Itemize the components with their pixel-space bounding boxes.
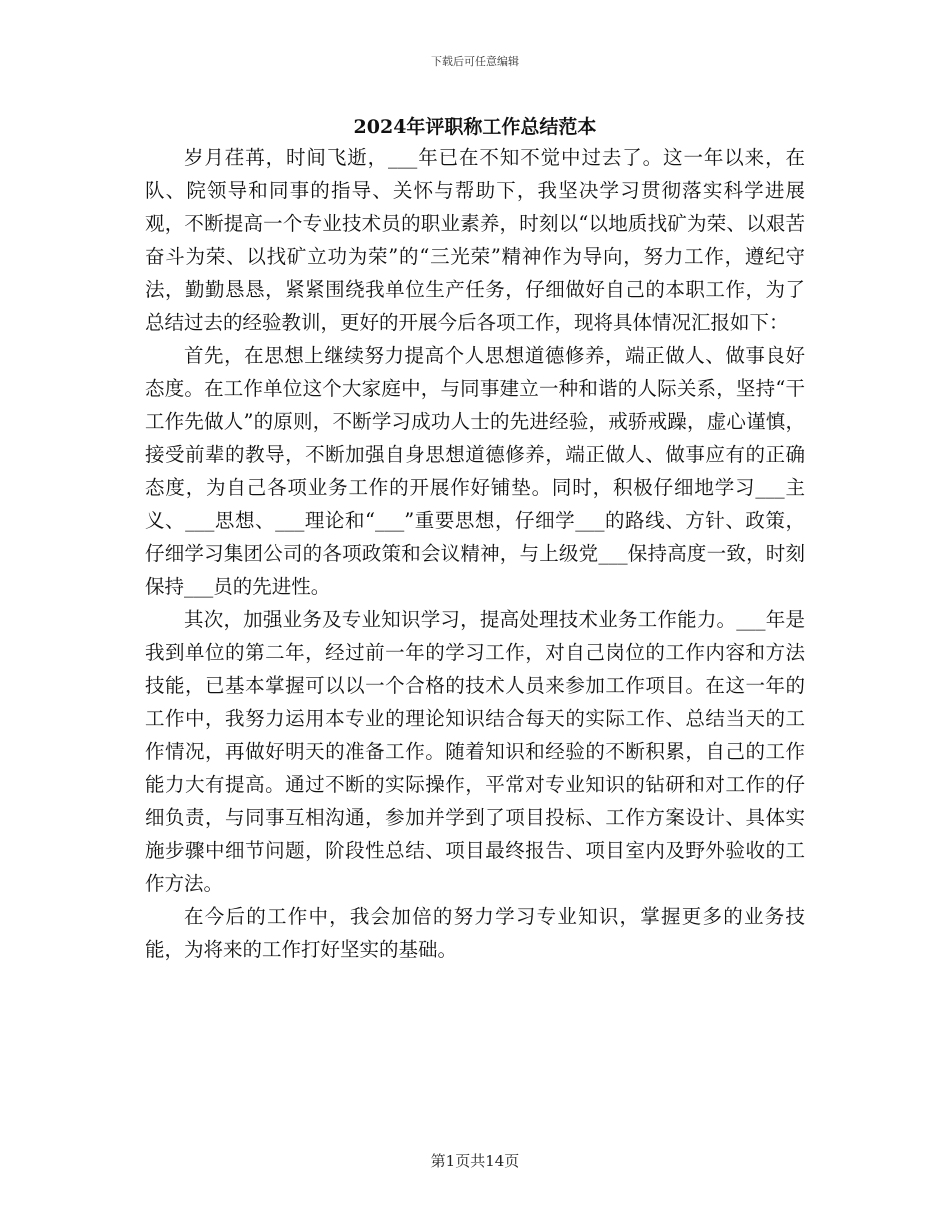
document-body	[145, 141, 805, 966]
header-note: 下载后可任意编辑	[431, 55, 519, 68]
page-number: 第1页共14页	[430, 1152, 520, 1170]
document-title: 2024年评职称工作总结范本	[353, 116, 597, 138]
paragraph-future: 在今后的工作中，我会加倍的努力学习专业知识，掌握更多的业务技能，为将来的工作打好坚实的基础。	[145, 905, 805, 961]
paragraph-professional: 其次，加强业务及专业知识学习，提高处理技术业务工作能力。___年是我到单位的第二年，经过前一年的学习工作，对自己岗位的工作内容和方法技能，已基本掌握可以以一个合格的技术人员来参加工作项目。在这一年的工作中，我努力运用本专业的理论知识结合每天的实际工作、总结当天的工作情况，再做好明天的准备工作。随着知识和经验的不断积累，自己的工作能力大有提高。通过不断的实际操作，平常对专业知识的钻研和对工作的仔细负责，与同事互相沟通，参加并学到了项目投标、工作方案设计、具体实施步骤中细节问题，阶段性总结、项目最终报告、项目室内及野外验收的工作方法。	[145, 608, 805, 895]
paragraph-ideology: 首先，在思想上继续努力提高个人思想道德修养，端正做人、做事良好态度。在工作单位这个大家庭中，与同事建立一种和谐的人际关系，坚持“干工作先做人”的原则，不断学习成功人士的先进经验，戒骄戒躁，虚心谨慎，接受前辈的教导，不断加强自身思想道德修养，端正做人、做事应有的正确态度，为自己各项业务工作的开展作好铺垫。同时，积极仔细地学习___主义、___思想、___理论和“___”重要思想，仔细学___的路线、方针、政策，仔细学习集团公司的各项政策和会议精神，与上级党___保持高度一致，时刻保持___员的先进性。	[145, 344, 805, 598]
paragraph-intro: 岁月荏苒，时间飞逝，___年已在不知不觉中过去了。这一年以来，在队、院领导和同事的指导、关怀与帮助下，我坚决学习贯彻落实科学进展观，不断提高一个专业技术员的职业素养，时刻以“以地质找矿为荣、以艰苦奋斗为荣、以找矿立功为荣”的“三光荣”精神作为导向，努力工作，遵纪守法，勤勤恳恳，紧紧围绕我单位生产任务，仔细做好自己的本职工作，为了总结过去的经验教训，更好的开展今后各项工作，现将具体情况汇报如下：	[145, 146, 805, 334]
